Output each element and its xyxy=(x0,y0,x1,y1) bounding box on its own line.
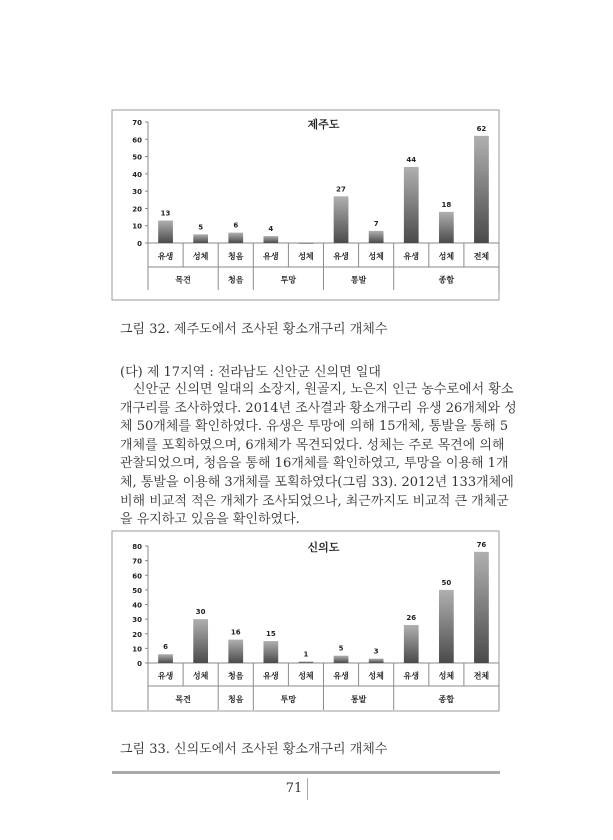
chart-title: 제주도 xyxy=(307,118,340,131)
x-tick-label: 유생 xyxy=(403,252,419,261)
group-label: 종합 xyxy=(438,275,455,285)
bar xyxy=(369,231,384,243)
x-tick-label: 성체 xyxy=(298,671,314,681)
group-label: 청음 xyxy=(228,275,244,285)
group-label: 투망 xyxy=(280,275,297,285)
y-tick-label: 30 xyxy=(132,616,142,625)
y-tick-label: 0 xyxy=(137,240,142,248)
group-label: 투망 xyxy=(280,695,297,704)
data-label: 62 xyxy=(476,124,487,133)
group-label: 통발 xyxy=(350,275,367,285)
x-tick-label: 성체 xyxy=(438,252,455,261)
bar xyxy=(474,552,489,663)
chart-frame xyxy=(112,110,499,300)
bar xyxy=(439,212,454,243)
x-tick-label: 유생 xyxy=(403,671,419,681)
data-label: 5 xyxy=(198,223,204,232)
data-label: 6 xyxy=(233,221,239,230)
x-tick-label: 유생 xyxy=(263,671,279,681)
data-label: 76 xyxy=(476,540,487,549)
x-tick-label: 성체 xyxy=(192,671,209,681)
y-tick-label: 20 xyxy=(132,630,142,639)
y-tick-label: 40 xyxy=(132,170,142,179)
data-label: 15 xyxy=(265,630,276,639)
bar xyxy=(263,236,278,243)
group-label: 목견 xyxy=(175,275,191,285)
y-tick-label: 20 xyxy=(132,205,142,214)
x-tick-label: 유생 xyxy=(263,252,279,261)
footer-rule xyxy=(112,771,500,774)
bar xyxy=(228,640,243,663)
chart-frame xyxy=(112,531,499,711)
x-tick-label: 성체 xyxy=(368,252,384,261)
data-label: 26 xyxy=(406,613,417,622)
bar xyxy=(158,221,173,243)
bar xyxy=(334,656,349,663)
x-tick-label: 유생 xyxy=(157,252,174,261)
x-tick-label: 성체 xyxy=(438,671,455,681)
section-heading: (다) 제 17지역 : 전라남도 신안군 신의면 일대 xyxy=(120,365,381,380)
bar xyxy=(404,625,419,663)
y-tick-label: 50 xyxy=(132,586,142,595)
x-tick-label: 청음 xyxy=(228,671,244,681)
data-label: 27 xyxy=(336,185,346,194)
y-tick-label: 30 xyxy=(132,188,142,197)
bar xyxy=(334,196,349,243)
y-tick-label: 60 xyxy=(132,136,142,145)
bar xyxy=(369,659,384,663)
y-tick-label: 70 xyxy=(132,557,142,566)
bar xyxy=(193,234,208,243)
data-label: 13 xyxy=(160,209,171,218)
bar xyxy=(158,654,173,663)
y-tick-label: 80 xyxy=(132,543,142,551)
bar xyxy=(299,662,314,663)
figure-33-caption: 그림 33. 신의도에서 조사된 황소개구리 개체수 xyxy=(120,742,388,757)
x-tick-label: 청음 xyxy=(228,252,244,261)
y-tick-label: 50 xyxy=(132,153,142,162)
x-tick-label: 성체 xyxy=(368,671,384,681)
x-tick-label: 전체 xyxy=(473,671,490,681)
data-label: 44 xyxy=(406,155,417,164)
y-tick-label: 0 xyxy=(137,660,142,668)
data-label: 6 xyxy=(163,643,168,652)
bar xyxy=(299,243,314,244)
y-tick-label: 10 xyxy=(132,222,142,231)
data-label: 16 xyxy=(230,628,241,637)
chart-title: 신의도 xyxy=(307,541,340,554)
data-label: 50 xyxy=(441,578,452,587)
x-tick-label: 전체 xyxy=(473,252,490,261)
paragraph-text: 신안군 신의면 일대의 소장지, 원골지, 노은지 인근 농수로에서 황소개구리를 조사하였다. 2014년 조사결과 황소개구리 유생 26개체와 성체 50개체를 확인하였다. 유생은 투망에 의해 15개체, 통발을 통해 5개체를 포획하였으며, 6개체가 목견되었다. 성체는 주로 목견에 의해 관찰되었으며, 청음을 통해 16개체를 확인하였고, 투망을 이용해 1개체, 통발을 이용해 3개체를 포획하였다(그림 33). 2012년 133개체에 비해 비교적 적은 개체가 조사되었으나, 최근까지도 비교적 큰 개체군을 유지하고 있음을 확인하였다. xyxy=(120,382,517,528)
group-label: 종합 xyxy=(438,695,455,704)
group-label: 목견 xyxy=(175,695,191,704)
bar xyxy=(228,233,243,243)
y-tick-label: 60 xyxy=(132,572,142,581)
data-label: 18 xyxy=(441,200,452,209)
x-tick-label: 유생 xyxy=(333,252,349,261)
body-paragraph xyxy=(120,381,520,530)
bar xyxy=(474,136,489,243)
group-label: 청음 xyxy=(228,695,244,704)
bar xyxy=(263,641,278,663)
y-tick-label: 70 xyxy=(132,119,142,127)
figure-32-caption: 그림 32. 제주도에서 조사된 황소개구리 개체수 xyxy=(120,322,388,337)
y-tick-label: 10 xyxy=(132,645,142,654)
x-tick-label: 성체 xyxy=(298,252,314,261)
data-label: 7 xyxy=(373,219,379,228)
y-tick-label: 40 xyxy=(132,601,142,610)
data-label: 30 xyxy=(195,608,206,617)
page-number: 71 xyxy=(285,781,303,796)
bar xyxy=(439,590,454,663)
data-label: 1 xyxy=(303,650,309,659)
data-label: 4 xyxy=(268,225,274,234)
data-label: 5 xyxy=(338,644,344,653)
x-tick-label: 성체 xyxy=(192,252,209,261)
data-label: 3 xyxy=(373,647,379,656)
bar xyxy=(193,619,208,663)
group-label: 통발 xyxy=(350,695,367,704)
x-tick-label: 유생 xyxy=(333,671,349,681)
bar xyxy=(404,167,419,243)
x-tick-label: 유생 xyxy=(157,671,174,681)
